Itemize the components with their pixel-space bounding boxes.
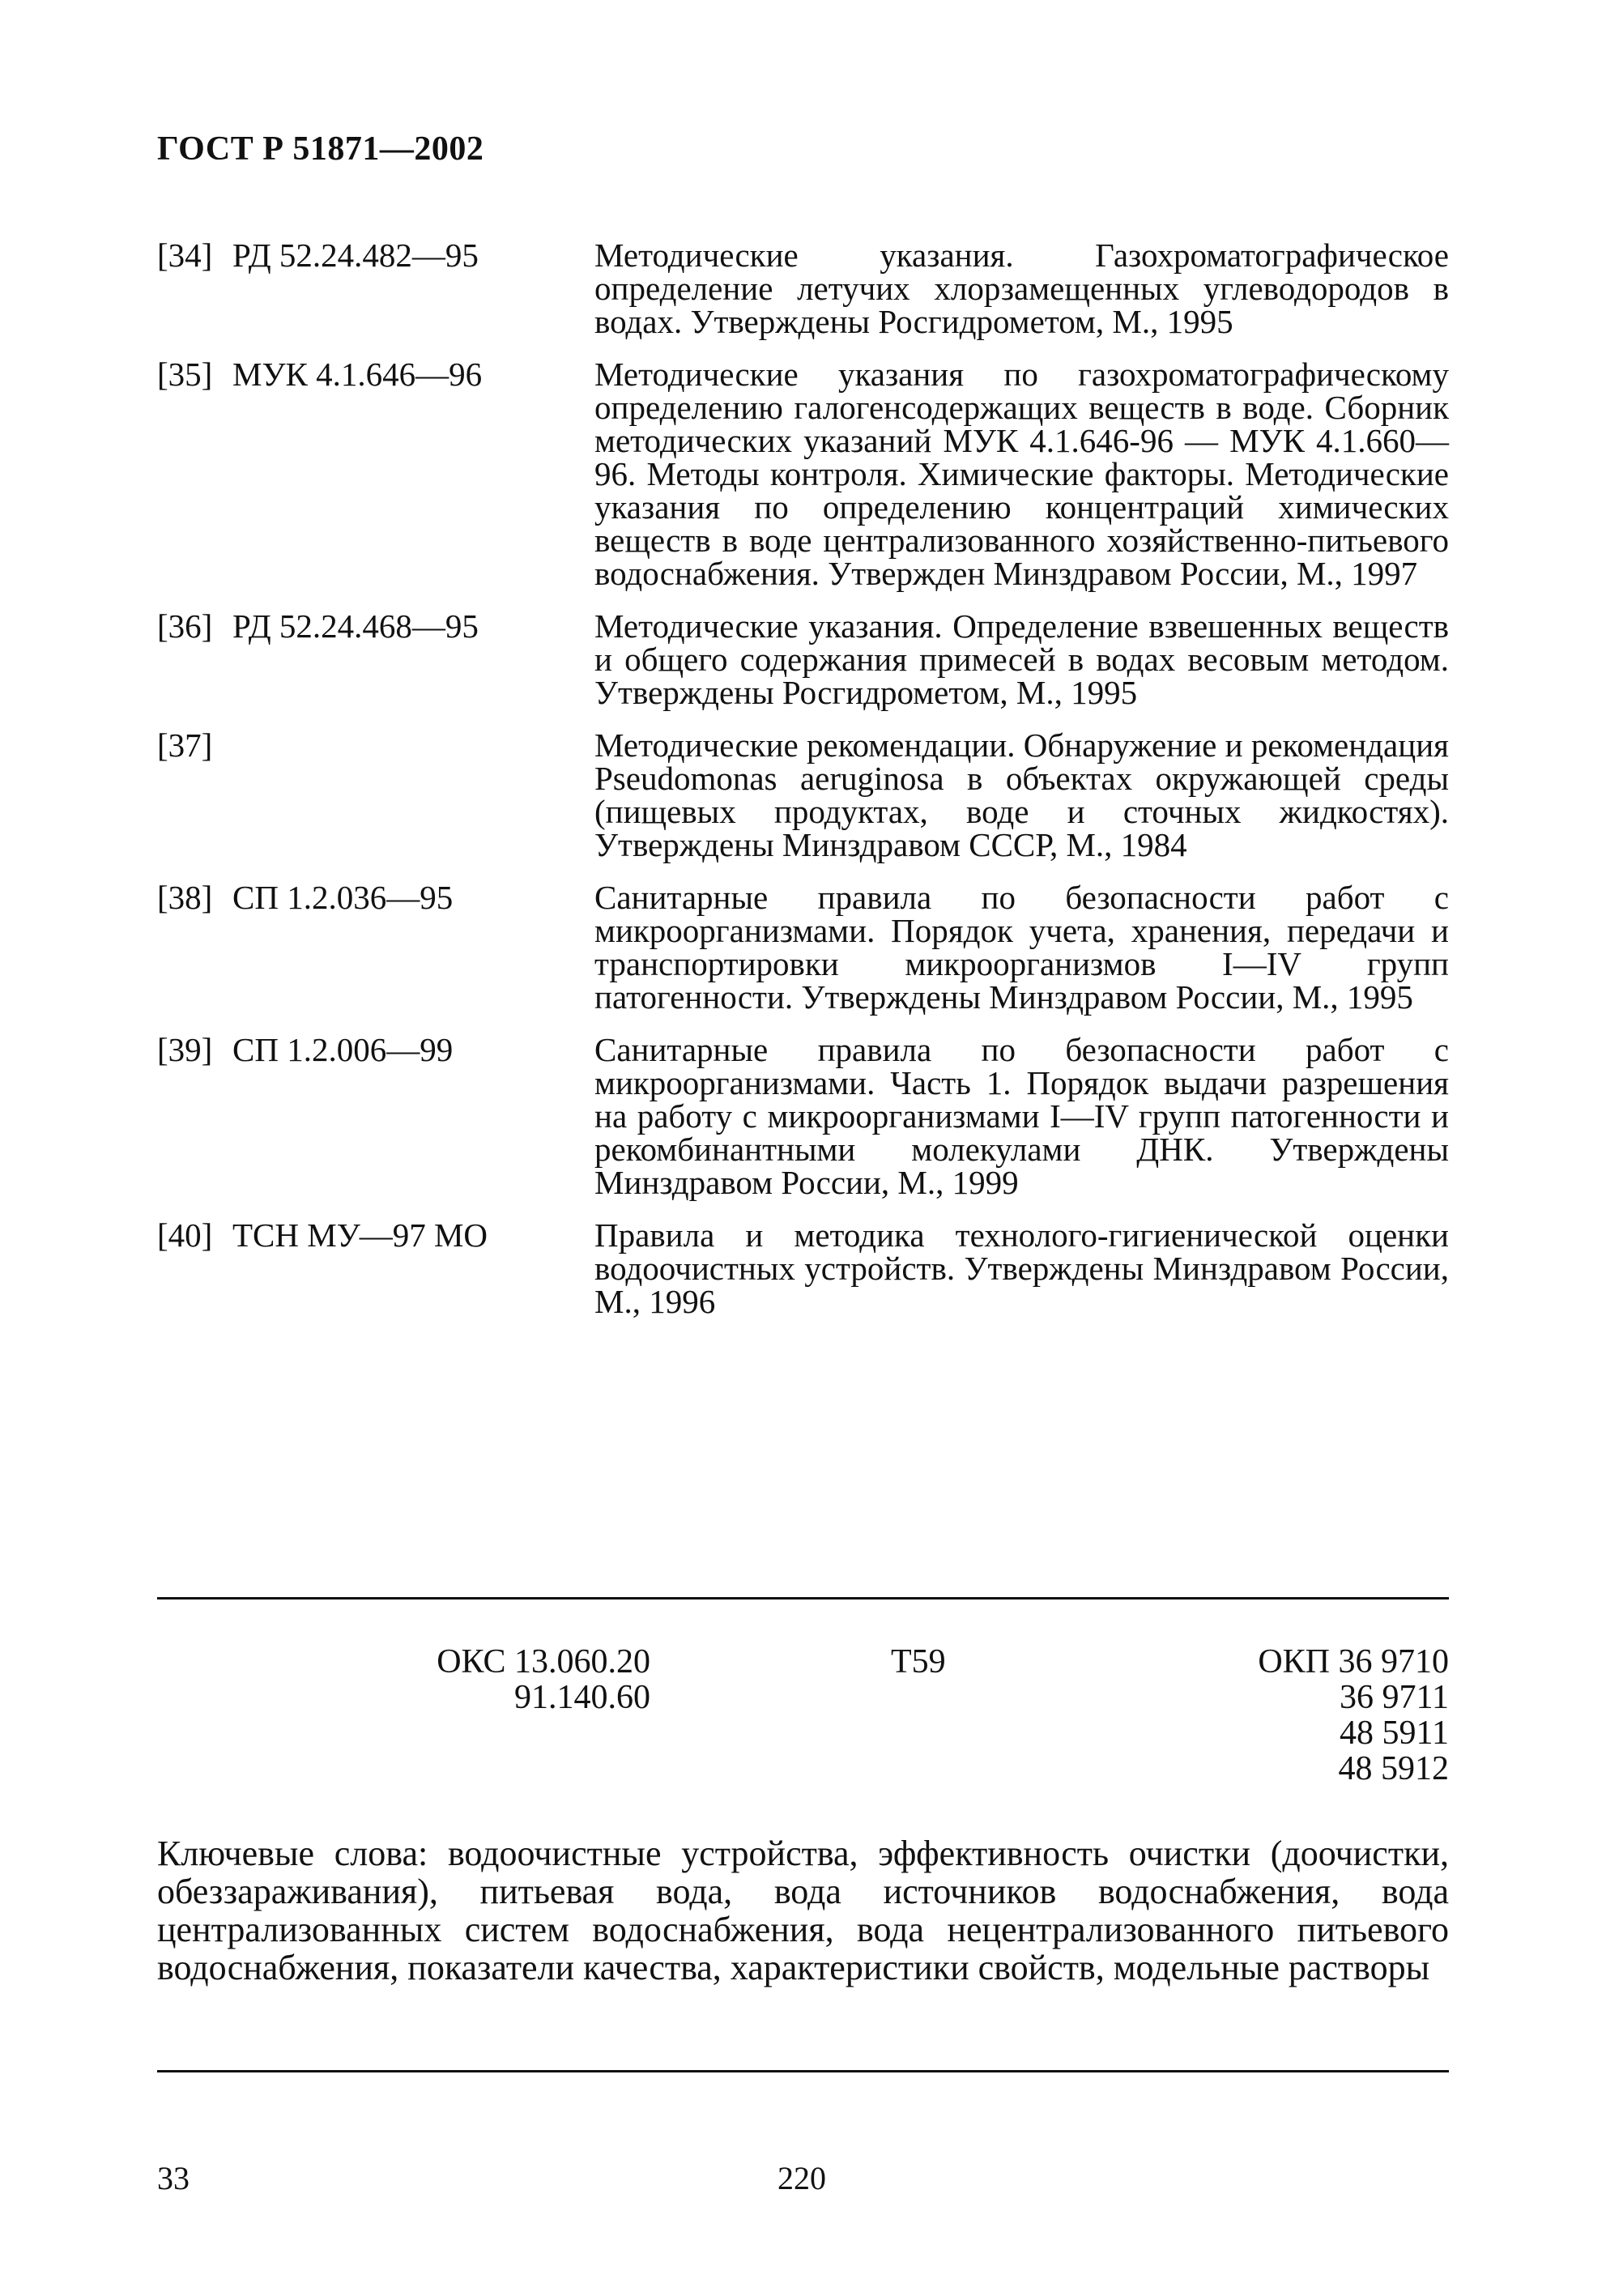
reference-item <box>157 358 1449 590</box>
reference-number: [40] <box>157 1216 213 1254</box>
reference-id <box>157 358 594 391</box>
reference-number: [34] <box>157 236 213 274</box>
okc-code: 91.140.60 <box>514 1679 650 1716</box>
reference-code: МУК 4.1.646—96 <box>232 356 483 393</box>
reference-id <box>157 236 594 274</box>
references-list <box>157 236 1449 1338</box>
page-number-left: 33 <box>157 2160 190 2196</box>
reference-number: [38] <box>157 879 213 916</box>
reference-item <box>157 607 1449 711</box>
reference-id <box>157 607 594 645</box>
reference-description: Методические указания. Газохроматографическое определение летучих хлорзамещенных углеводородов в водах. Утверждены Росгидрометом, М., 1995 <box>594 236 1449 340</box>
reference-code: СП 1.2.036—95 <box>232 879 454 916</box>
reference-number: [36] <box>157 607 213 645</box>
reference-item <box>157 881 1449 1014</box>
okp-code: 48 5912 <box>1338 1750 1449 1787</box>
okp-code: ОКП 36 9710 <box>1258 1643 1449 1680</box>
okp-code: 36 9711 <box>1340 1679 1449 1716</box>
t-code-value: Т59 <box>891 1643 946 1680</box>
reference-number: [37] <box>157 726 213 764</box>
reference-code: РД 52.24.482—95 <box>232 236 479 274</box>
reference-id <box>157 1033 594 1067</box>
document-title: ГОСТ Р 51871—2002 <box>157 130 484 168</box>
reference-code: РД 52.24.468—95 <box>232 607 479 645</box>
bottom-divider <box>157 2070 1449 2072</box>
reference-description: Санитарные правила по безопасности работ с микроорганизмами. Порядок учета, хранения, передачи и транспортировки микроорганизмов I—IV групп патогенности. Утверждены Минздравом России, М., 1995 <box>594 879 1449 1016</box>
okc-codes <box>437 1644 650 1715</box>
keywords-paragraph: Ключевые слова: водоочистные устройства, эффективность очистки (доочистки, обеззараживания), питьевая вода, вода источников водоснабжения, вода централизованных систем водоснабжения, вода нецентрализованного питьевого водоснабжения, показатели качества, характеристики свойств, модельные растворы <box>157 1834 1449 1987</box>
reference-code: СП 1.2.006—99 <box>232 1031 454 1068</box>
reference-code: ТСН МУ—97 МО <box>232 1216 488 1254</box>
reference-item <box>157 1216 1449 1320</box>
reference-number: [35] <box>157 356 213 393</box>
okp-code: 48 5911 <box>1340 1715 1449 1752</box>
top-divider <box>157 1597 1449 1600</box>
reference-item <box>157 236 1449 340</box>
page-number-center: 220 <box>777 2160 826 2196</box>
reference-number: [39] <box>157 1031 213 1068</box>
reference-id <box>157 726 594 764</box>
reference-description: Методические рекомендации. Обнаружение и рекомендация Pseudomonas aeruginosa в объектах окружающей среды (пищевых продуктах, воде и сточных жидкостях). Утверждены Минздравом СССР, М., 1984 <box>594 726 1449 863</box>
reference-description: Методические указания по газохроматографическому определению галогенсодержащих веществ в воде. Сборник методических указаний МУК 4.1.646-96 — МУК 4.1.660—96. Методы контроля. Химические факторы. Методические указания по определению концентраций химических веществ в воде централизованного хозяйственно-питьевого водоснабжения. Утвержден Минздравом России, М., 1997 <box>594 356 1449 592</box>
t-code <box>891 1644 946 1680</box>
reference-item <box>157 726 1449 863</box>
okp-codes <box>1258 1644 1449 1787</box>
reference-description: Методические указания. Определение взвешенных веществ и общего содержания примесей в водах весовым методом. Утверждены Росгидрометом, М., 1995 <box>594 607 1449 711</box>
reference-item <box>157 1033 1449 1199</box>
reference-description: Правила и методика технолого-гигиенической оценки водоочистных устройств. Утверждены Минздравом России, М., 1996 <box>594 1216 1449 1320</box>
reference-id <box>157 881 594 914</box>
reference-id <box>157 1216 594 1254</box>
okc-code: ОКС 13.060.20 <box>437 1643 650 1680</box>
reference-description: Санитарные правила по безопасности работ с микроорганизмами. Часть 1. Порядок выдачи разрешения на работу с микроорганизмами I—IV групп патогенности и рекомбинантными молекулами ДНК. Утверждены Минздравом России, М., 1999 <box>594 1031 1449 1201</box>
